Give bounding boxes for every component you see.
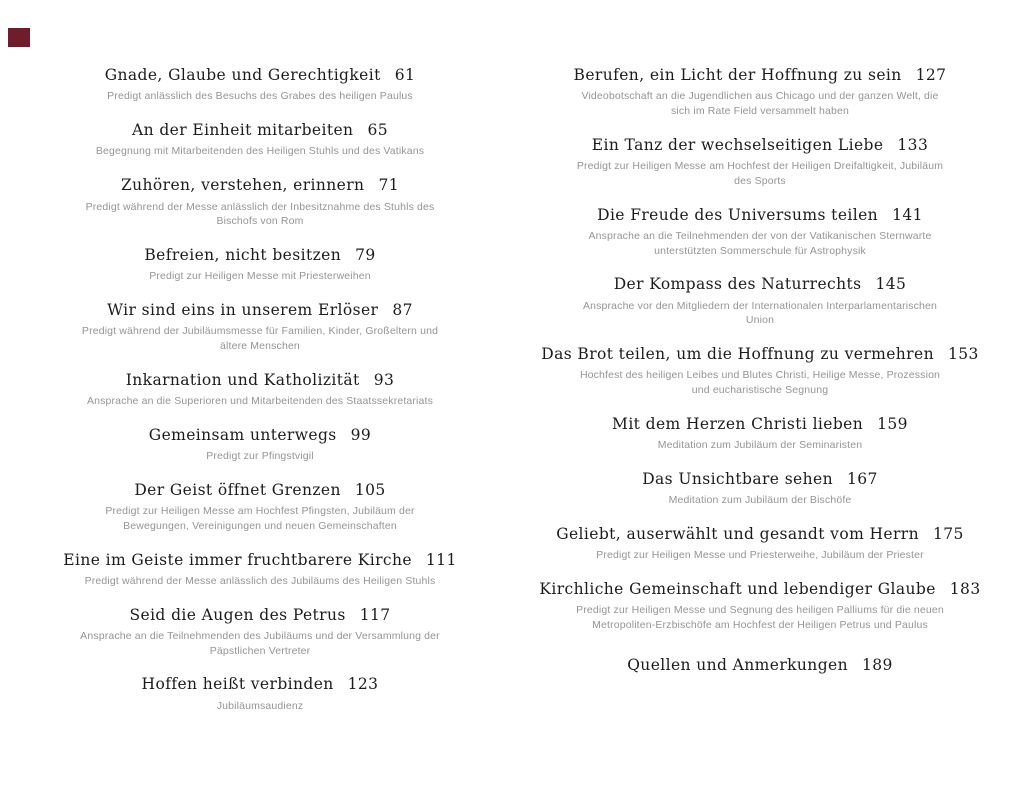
toc-entry-title[interactable] — [535, 66, 985, 85]
toc-entry-page-number: 133 — [897, 135, 929, 154]
toc-entry-title[interactable] — [535, 206, 985, 225]
toc-entry-page-number: 159 — [877, 414, 908, 433]
toc-entry-title-text: Wir sind eins in unserem Erlöser — [107, 300, 379, 319]
toc-entry-page-number: 175 — [932, 524, 964, 543]
toc-entry — [535, 206, 985, 259]
toc-entry — [535, 525, 985, 563]
toc-entry — [535, 415, 985, 453]
toc-entry-subtitle: Predigt zur Heiligen Messe und Priesterweihe, Jubiläum der Priester — [596, 549, 924, 562]
toc-entry-page-number: 111 — [425, 550, 457, 569]
toc-entry — [35, 481, 485, 534]
toc-entry-title[interactable] — [535, 525, 985, 544]
toc-entry — [35, 675, 485, 713]
toc-entry-subtitle: Predigt zur Heiligen Messe und Segnung des heiligen Palliums für die neuen Metropoliten-Erzbischöfe am Hochfest der Heiligen Petrus und Paulus — [576, 604, 944, 631]
toc-entry — [35, 606, 485, 659]
toc-entry-page-number: 99 — [350, 425, 372, 444]
toc-entry-subtitle: Predigt zur Heiligen Messe am Hochfest Pfingsten, Jubiläum der Bewegungen, Vereinigungen und neuen Gemeinschaften — [105, 505, 415, 532]
toc-entry-title-text: Eine im Geiste immer fruchtbarere Kirche — [63, 550, 412, 569]
toc-entry-title-text: Seid die Augen des Petrus — [129, 605, 346, 624]
toc-entry-page-number: 61 — [394, 66, 416, 84]
toc-entry-page-number: 87 — [392, 300, 413, 319]
toc-entry-title-text: Hoffen heißt verbinden — [141, 675, 334, 694]
toc-entry-title[interactable] — [535, 470, 985, 489]
toc-entry-page-number: 79 — [355, 245, 376, 264]
table-of-contents — [0, 66, 1020, 730]
toc-entry-page-number: 123 — [347, 675, 379, 694]
toc-entry-title-text: Das Unsichtbare sehen — [642, 469, 833, 488]
toc-entry-page-number: 141 — [892, 205, 923, 224]
toc-entry-page-number: 65 — [367, 121, 388, 140]
toc-entry — [535, 656, 985, 675]
toc-entry-subtitle: Predigt zur Pfingstvigil — [206, 450, 314, 463]
toc-entry — [535, 470, 985, 508]
toc-entry — [535, 66, 985, 119]
toc-entry-title[interactable] — [35, 551, 485, 570]
toc-entry-subtitle: Predigt während der Messe anlässlich der Inbesitznahme des Stuhls des Bischofs von Rom — [85, 200, 435, 228]
toc-entry-subtitle: Predigt während der Jubiläumsmesse für Familien, Kinder, Großeltern und ältere Menschen — [81, 325, 439, 352]
toc-entry-title[interactable] — [535, 275, 985, 294]
toc-entry-title-text: Der Geist öffnet Grenzen — [134, 480, 341, 499]
toc-entry — [535, 136, 985, 189]
toc-entry-title-text: An der Einheit mitarbeiten — [132, 121, 354, 140]
toc-entry-title[interactable] — [35, 481, 485, 500]
toc-entry-title[interactable] — [35, 121, 485, 140]
toc-entry — [35, 246, 485, 284]
toc-entry-title[interactable] — [35, 675, 485, 694]
toc-entry-title[interactable] — [35, 301, 485, 320]
toc-entry-subtitle: Predigt während der Messe anlässlich des Jubiläums des Heiligen Stuhls — [84, 574, 436, 587]
toc-column-right — [535, 66, 985, 730]
toc-entry-subtitle: Meditation zum Jubiläum der Seminaristen — [657, 439, 863, 452]
toc-entry-subtitle: Ansprache vor den Mitgliedern der Internationalen Interparlamentarischen Union — [583, 299, 937, 327]
toc-entry-title-text: Quellen und Anmerkungen — [627, 655, 848, 674]
toc-entry — [35, 426, 485, 464]
toc-entry-title-text: Berufen, ein Licht der Hoffnung zu sein — [573, 66, 902, 84]
toc-entry-page-number: 153 — [947, 345, 979, 363]
toc-entry — [35, 176, 485, 229]
toc-entry — [35, 301, 485, 354]
toc-entry-title-text: Befreien, nicht besitzen — [144, 245, 342, 264]
toc-entry — [535, 275, 985, 328]
toc-entry — [35, 551, 485, 589]
toc-entry-title[interactable] — [35, 176, 485, 195]
corner-bookmark-mark — [8, 28, 30, 47]
toc-entry-title-text: Gnade, Glaube und Gerechtigkeit — [104, 66, 381, 84]
toc-entry-title[interactable] — [35, 246, 485, 265]
toc-entry-title[interactable] — [35, 426, 485, 445]
toc-entry-page-number: 105 — [354, 480, 386, 499]
toc-entry — [35, 66, 485, 104]
toc-entry-page-number: 117 — [359, 605, 391, 624]
toc-entry-subtitle: Predigt anlässlich des Besuchs des Grabes des heiligen Paulus — [107, 90, 413, 103]
toc-entry-subtitle: Begegnung mit Mitarbeitenden des Heiligen Stuhls und des Vatikans — [95, 145, 425, 158]
toc-entry-title-text: Die Freude des Universums teilen — [597, 205, 879, 224]
toc-entry-page-number: 189 — [861, 655, 893, 674]
toc-entry-page-number: 71 — [378, 176, 399, 195]
toc-entry-title[interactable] — [535, 580, 985, 599]
toc-entry — [535, 580, 985, 633]
toc-entry-title-text: Der Kompass des Naturrechts — [613, 275, 862, 294]
toc-entry-title[interactable] — [535, 345, 985, 364]
toc-entry-title-text: Ein Tanz der wechselseitigen Liebe — [591, 135, 884, 154]
toc-entry-title[interactable] — [35, 606, 485, 625]
toc-column-left — [35, 66, 485, 730]
toc-entry-title-text: Kirchliche Gemeinschaft und lebendiger Glaube — [539, 579, 936, 598]
toc-entry-page-number: 167 — [846, 469, 878, 488]
toc-entry — [535, 345, 985, 398]
toc-entry-subtitle: Predigt zur Heiligen Messe mit Priesterweihen — [149, 270, 371, 283]
toc-entry-subtitle: Jubiläumsaudienz — [216, 699, 304, 712]
toc-entry-title-text: Zuhören, verstehen, erinnern — [121, 176, 365, 195]
toc-entry-title[interactable] — [535, 136, 985, 155]
toc-entry-subtitle: Ansprache an die Teilnehmenden der von der Vatikanischen Sternwarte unterstützten Sommerschule für Astrophysik — [588, 229, 932, 257]
toc-entry — [35, 121, 485, 159]
toc-entry-title[interactable] — [35, 371, 485, 390]
toc-entry-subtitle: Ansprache an die Superioren und Mitarbeitenden des Staatssekretariats — [87, 395, 433, 408]
toc-entry-subtitle: Ansprache an die Teilnehmenden des Jubiläums und der Versammlung der Päpstlichen Vertreter — [80, 630, 440, 657]
toc-entry-page-number: 145 — [875, 275, 907, 294]
toc-entry-subtitle: Videobotschaft an die Jugendlichen aus Chicago und der ganzen Welt, die sich im Rate Field versammelt haben — [581, 90, 939, 118]
toc-entry-title[interactable] — [535, 656, 985, 675]
toc-entry-title-text: Geliebt, auserwählt und gesandt vom Herrn — [556, 524, 919, 543]
toc-entry-subtitle: Hochfest des heiligen Leibes und Blutes Christi, Heilige Messe, Prozession und eucharistische Segnung — [579, 369, 941, 397]
toc-entry-title-text: Mit dem Herzen Christi lieben — [612, 414, 864, 433]
toc-entry — [35, 371, 485, 409]
toc-entry-subtitle: Meditation zum Jubiläum der Bischöfe — [668, 494, 852, 507]
toc-entry-page-number: 183 — [949, 579, 981, 598]
toc-entry-title-text: Gemeinsam unterwegs — [148, 425, 337, 444]
toc-entry-title-text: Inkarnation und Katholizität — [125, 370, 360, 389]
toc-entry-page-number: 93 — [373, 370, 395, 389]
toc-entry-title-text: Das Brot teilen, um die Hoffnung zu vermehren — [541, 345, 934, 363]
toc-entry-title[interactable] — [35, 66, 485, 85]
toc-entry-subtitle: Predigt zur Heiligen Messe am Hochfest der Heiligen Dreifaltigkeit, Jubiläum des Sports — [576, 160, 944, 187]
toc-entry-page-number: 127 — [915, 66, 947, 84]
toc-entry-title[interactable] — [535, 415, 985, 434]
